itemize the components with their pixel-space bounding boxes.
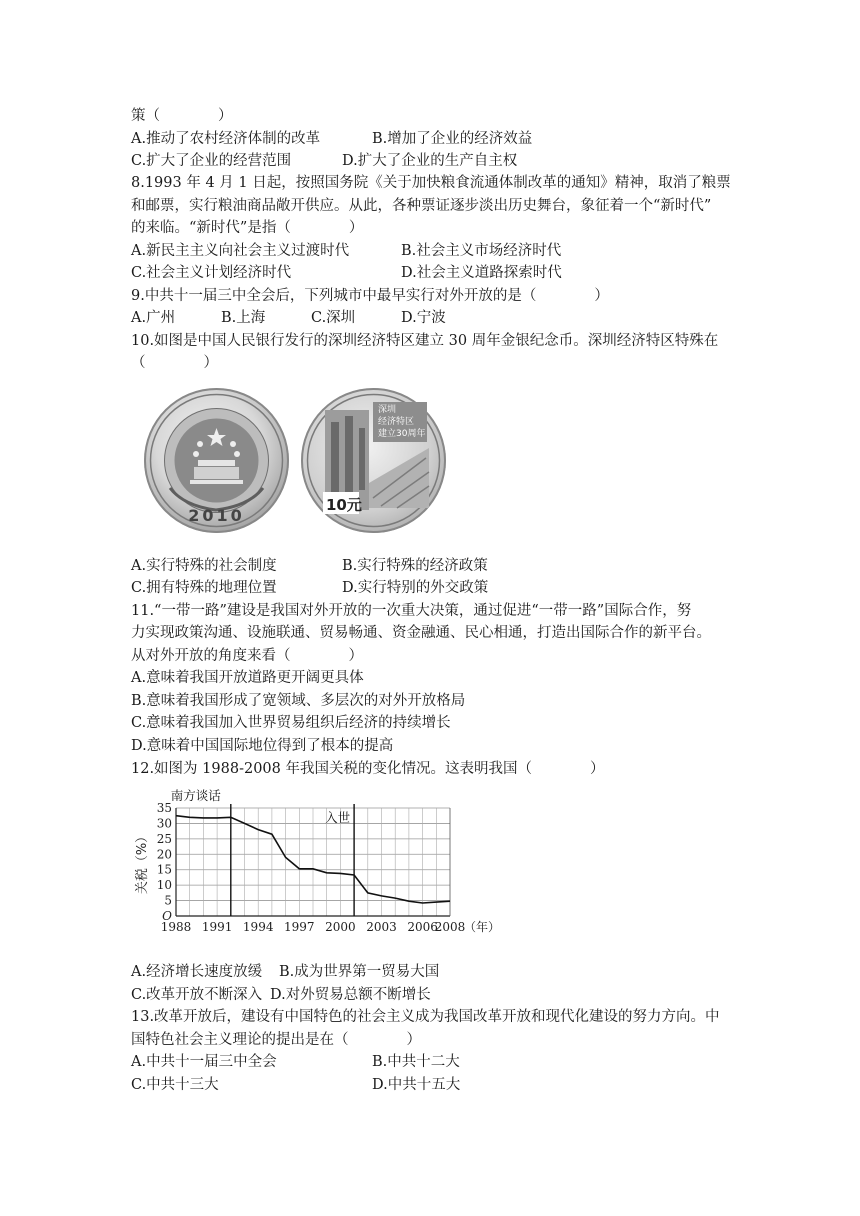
q9-option-b: B.上海 — [221, 310, 266, 326]
coin-caption-line2: 经济特区 — [378, 417, 415, 427]
q12-option-c: C.改革开放不断深入 — [131, 987, 263, 1003]
y-tick-label: 10 — [156, 878, 172, 893]
q10-option-b: B.实行特殊的经济政策 — [342, 558, 488, 574]
q7-option-c: C.扩大了企业的经营范围 — [131, 153, 292, 169]
q11-option-b: B.意味着我国形成了宽领域、多层次的对外开放格局 — [131, 693, 466, 709]
q11-option-d: D.意味着中国国际地位得到了根本的提高 — [131, 738, 394, 754]
q10-option-a: A.实行特殊的社会制度 — [131, 558, 277, 574]
q9-stem: 9.中共十一届三中全会后，下列城市中最早实行对外开放的是（ ） — [131, 288, 609, 304]
q10-stem-line1: 10.如图是中国人民银行发行的深圳经济特区建立 30 周年金银纪念币。深圳经济特区特殊在 — [131, 333, 719, 349]
q9-option-c: C.深圳 — [311, 310, 356, 326]
q10-stem-line2: （ ） — [131, 355, 218, 371]
x-tick-label: 2006 — [407, 920, 438, 934]
q11-option-c: C.意味着我国加入世界贸易组织后经济的持续增长 — [131, 715, 451, 731]
y-tick-label: O — [162, 909, 172, 923]
coin-caption-line3: 建立30周年 — [378, 429, 426, 439]
q11-stem-line3: 从对外开放的角度来看（ ） — [131, 648, 363, 664]
q7-option-b: B.增加了企业的经济效益 — [372, 131, 533, 147]
q13-option-a: A.中共十一届三中全会 — [131, 1054, 277, 1070]
q12-option-b: B.成为世界第一贸易大国 — [279, 964, 440, 980]
q13-option-b: B.中共十二大 — [372, 1054, 460, 1070]
q10-option-d: D.实行特别的外交政策 — [342, 580, 489, 596]
q8-option-b: B.社会主义市场经济时代 — [401, 243, 562, 259]
q10-option-c: C.拥有特殊的地理位置 — [131, 580, 277, 596]
q11-option-a: A.意味着我国开放道路更开阔更具体 — [131, 670, 364, 686]
q13-stem-line1: 13.改革开放后，建设有中国特色的社会主义成为我国改革开放和现代化建设的努力方向。中 — [131, 1009, 720, 1025]
x-tick-label: 2003 — [366, 920, 397, 934]
x-tick-label: 2008 — [434, 920, 466, 934]
q11-stem-line2: 力实现政策沟通、设施联通、贸易畅通、资金融通、民心相通，打造出国际合作的新平台。 — [131, 625, 711, 641]
chart-x-ticks — [161, 920, 466, 934]
q13-option-c: C.中共十三大 — [131, 1077, 219, 1093]
x-tick-label: 1997 — [284, 920, 315, 934]
q8-stem-line1: 8.1993 年 4 月 1 日起，按照国务院《关于加快粮食流通体制改革的通知》精神，取消了粮票 — [131, 175, 731, 191]
tariff-line-chart — [128, 784, 518, 946]
q7-option-a: A.推动了农村经济体制的改革 — [131, 131, 321, 147]
shenzhen-building-icon — [301, 388, 446, 533]
coin-caption-line1: 深圳 — [378, 405, 397, 415]
q9-option-d: D.宁波 — [401, 310, 446, 326]
y-tick-label: 30 — [156, 816, 172, 831]
q12-option-a: A.经济增长速度放缓 — [131, 964, 263, 980]
q13-option-d: D.中共十五大 — [372, 1077, 461, 1093]
y-tick-label: 5 — [164, 893, 172, 908]
coin-denomination-text: 10元 — [326, 496, 362, 514]
y-tick-label: 20 — [156, 847, 172, 862]
q8-stem-line3: 的来临。“新时代”是指（ ） — [131, 220, 364, 236]
x-tick-label: 1988 — [160, 920, 192, 934]
q9-option-a: A.广州 — [131, 310, 176, 326]
y-tick-label: 35 — [156, 801, 172, 815]
coin-year-text: 2010 — [188, 506, 245, 525]
chart-grid — [176, 808, 450, 916]
x-tick-label: 1994 — [242, 920, 274, 934]
y-tick-label: 25 — [156, 831, 172, 846]
coin-obverse-image — [144, 388, 289, 533]
y-tick-label: 15 — [156, 862, 172, 877]
annotation-label: 入世 — [325, 810, 351, 825]
x-tick-label: 2000 — [325, 920, 356, 934]
q12-stem: 12.如图为 1988-2008 年我国关税的变化情况。这表明我国（ ） — [131, 761, 605, 777]
y-axis-label: 关税（%） — [135, 829, 150, 895]
x-tick-label: 1991 — [201, 920, 233, 934]
q7-option-d: D.扩大了企业的生产自主权 — [342, 153, 518, 169]
q13-stem-line2: 国特色社会主义理论的提出是在（ ） — [131, 1032, 421, 1048]
q11-stem-line1: 11.“一带一路”建设是我国对外开放的一次重大决策，通过促进“一带一路”国际合作，努 — [131, 603, 692, 619]
q8-option-d: D.社会主义道路探索时代 — [401, 265, 562, 281]
coin-reverse-image — [301, 388, 446, 533]
q7-stem-tail: 策（ ） — [131, 108, 233, 124]
q12-option-d: D.对外贸易总额不断增长 — [270, 987, 431, 1003]
q8-stem-line2: 和邮票，实行粮油商品敞开供应。从此，各种票证逐步淡出历史舞台，象征着一个“新时代” — [131, 198, 712, 214]
annotation-label: 南方谈话 — [170, 788, 221, 803]
x-axis-label: （年） — [464, 920, 501, 934]
chart-y-ticks — [157, 801, 172, 923]
q8-option-c: C.社会主义计划经济时代 — [131, 265, 292, 281]
q8-option-a: A.新民主主义向社会主义过渡时代 — [131, 243, 350, 259]
